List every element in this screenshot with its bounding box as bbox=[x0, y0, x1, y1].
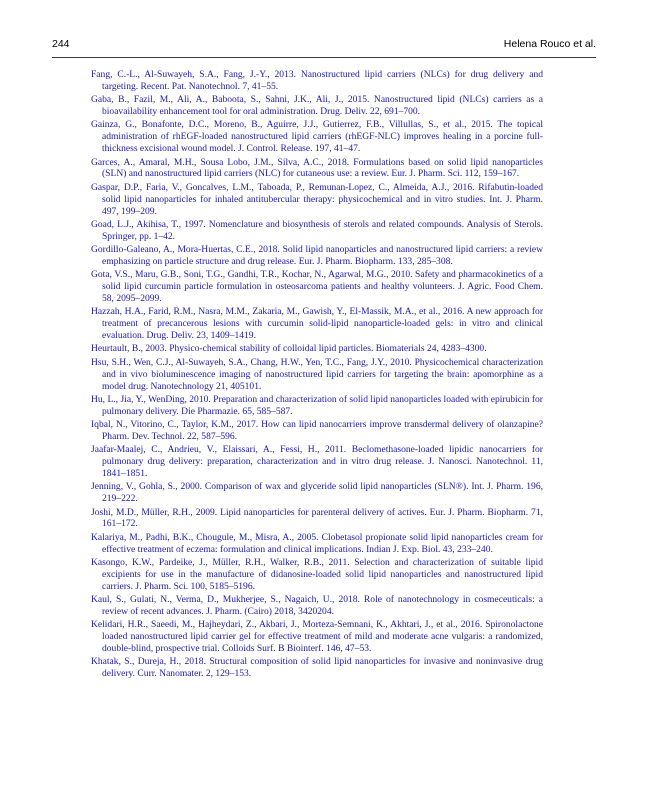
reference-item[interactable]: Khatak, S., Dureja, H., 2018. Structural composition of solid lipid nanoparticles for invasive and noninvasive drug delivery. Curr. Nanomater. 2, 129–153. bbox=[91, 656, 543, 680]
page-header bbox=[52, 38, 596, 54]
reference-item[interactable]: Goad, L.J., Akihisa, T., 1997. Nomenclature and biosynthesis of sterols and related compounds. Analysis of Sterols. Springer, pp. 1–42. bbox=[91, 218, 543, 242]
reference-item[interactable]: Heurtault, B., 2003. Physico-chemical stability of colloidal lipid particles. Biomaterials 24, 4283–4300. bbox=[91, 343, 487, 355]
reference-item[interactable]: Kaul, S., Gulati, N., Verma, D., Mukherjee, S., Nagaich, U., 2018. Role of nanotechnology in cosmeceuticals: a review of recent advances. J. Pharm. (Cairo) 2018, 3420204. bbox=[91, 594, 543, 617]
reference-item[interactable]: Jenning, V., Gohla, S., 2000. Comparison of wax and glyceride solid lipid nanoparticles (SLN®). Int. J. Pharm. 196, 219–222. bbox=[91, 481, 543, 505]
reference-item[interactable]: Kalariya, M., Padhi, B.K., Chougule, M., Misra, A., 2005. Clobetasol propionate solid lipid nanoparticles cream for effective treatment of eczema: formulation and clinical implications. Indian J. Exp. Biol. 43, 233–240. bbox=[91, 531, 543, 555]
reference-item[interactable]: Joshi, M.D., Müller, R.H., 2009. Lipid nanoparticles for parenteral delivery of actives. Eur. J. Pharm. Biopharm. 71, 161–172. bbox=[91, 506, 543, 530]
reference-item[interactable]: Gordillo-Galeano, A., Mora-Huertas, C.E., 2018. Solid lipid nanoparticles and nanostructured lipid carriers: a review emphasizing on particle structure and drug release. Eur. J. Pharm. Biopharm. 133, 285–308. bbox=[91, 244, 543, 267]
reference-item[interactable]: Gota, V.S., Maru, G.B., Soni, T.G., Gandhi, T.R., Kochar, N., Agarwal, M.G., 2010. Safety and pharmacokinetics of a solid lipid curcumin particle formulation in osteosarcoma patients and healthy volunteers. J. Agric. Food Chem. 58, 2095–2099. bbox=[91, 269, 543, 305]
reference-item[interactable]: Gaba, B., Fazil, M., Ali, A., Baboota, S., Sahni, J.K., Ali, J., 2015. Nanostructured lipid (NLCs) carriers as a bioavailability enhancement tool for oral administration. Drug. Deliv. 22, 691–700. bbox=[91, 94, 543, 118]
page-number: 244 bbox=[52, 38, 70, 50]
reference-item[interactable]: Gainza, G., Bonafonte, D.C., Moreno, B., Aguirre, J.J., Gutierrez, F.B., Villullas, S., et al., 2015. The topical administration of rhEGF-loaded nanostructured lipid carriers (rhEGF-NLC) improves healing in a porcine full-thickness excisional wound model. J. Control. Release. 197, 41–47. bbox=[91, 119, 543, 155]
reference-item[interactable]: Garces, A., Amaral, M.H., Sousa Lobo, J.M., Silva, A.C., 2018. Formulations based on solid lipid nanoparticles (SLN) and nanostructured lipid carriers (NLC) for cutaneous use: a review. Eur. J. Pharm. Sci. 112, 159–167. bbox=[91, 156, 543, 180]
reference-item[interactable]: Fang, C.-L., Al-Suwayeh, S.A., Fang, J.-Y., 2013. Nanostructured lipid carriers (NLCs) for drug delivery and targeting. Recent. Pat. Nanotechnol. 7, 41–55. bbox=[91, 69, 543, 92]
reference-item[interactable]: Hsu, S.H., Wen, C.J., Al-Suwayeh, S.A., Chang, H.W., Yen, T.C., Fang, J.Y., 2010. Physicochemical characterization and in vivo bioluminescence imaging of nanostructured lipid carriers for targeting the brain: apomorphine as a model drug. Nanotechnology 21, 405101. bbox=[91, 356, 543, 392]
reference-item[interactable]: Gaspar, D.P., Faria, V., Goncalves, L.M., Taboada, P., Remunan-Lopez, C., Almeida, A.J., 2016. Rifabutin-loaded solid lipid nanoparticles for inhaled antitubercular therapy: physicochemical and in vitro studies. Int. J. Pharm. 497, 199–209. bbox=[91, 181, 543, 217]
reference-list bbox=[91, 69, 543, 682]
reference-item[interactable]: Kelidari, H.R., Saeedi, M., Hajheydari, Z., Akbari, J., Morteza-Semnani, K., Akhtari, J., et al., 2016. Spironolactone loaded nanostructured lipid carrier gel for effective treatment of mild and moderate acne vulgaris: a randomized, double-blind, prospective trial. Colloids Surf. B Biointerf. 146, 47–53. bbox=[91, 619, 543, 655]
header-rule bbox=[52, 57, 596, 58]
reference-item[interactable]: Iqbal, N., Vitorino, C., Taylor, K.M., 2017. How can lipid nanocarriers improve transdermal delivery of olanzapine? Pharm. Dev. Technol. 22, 587–596. bbox=[91, 419, 543, 442]
reference-item[interactable]: Hazzah, H.A., Farid, R.M., Nasra, M.M., Zakaria, M., Gawish, Y., El-Massik, M.A., et al., 2016. A new approach for treatment of precancerous lesions with curcumin solid-lipid nanoparticle-loaded gels: in vitro and clinical evaluation. Drug. Deliv. 23, 1409–1419. bbox=[91, 306, 543, 342]
reference-item[interactable]: Hu, L., Jia, Y., WenDing, 2010. Preparation and characterization of solid lipid nanoparticles loaded with epirubicin for pulmonary delivery. Die Pharmazie. 65, 585–587. bbox=[91, 393, 543, 417]
running-head: Helena Rouco et al. bbox=[503, 38, 596, 50]
reference-item[interactable]: Kasongo, K.W., Pardeike, J., Müller, R.H., Walker, R.B., 2011. Selection and characterization of suitable lipid excipients for use in the manufacture of didanosine-loaded solid lipid nanoparticles and nanostructured lipid carriers. J. Pharm. Sci. 100, 5185–5196. bbox=[91, 556, 543, 592]
reference-item[interactable]: Jaafar-Maalej, C., Andrieu, V., Elaissari, A., Fessi, H., 2011. Beclomethasone-loaded lipidic nanocarriers for pulmonary drug delivery: preparation, characterization and in vitro drug release. J. Nanosci. Nanotechnol. 11, 1841–1851. bbox=[91, 444, 543, 480]
